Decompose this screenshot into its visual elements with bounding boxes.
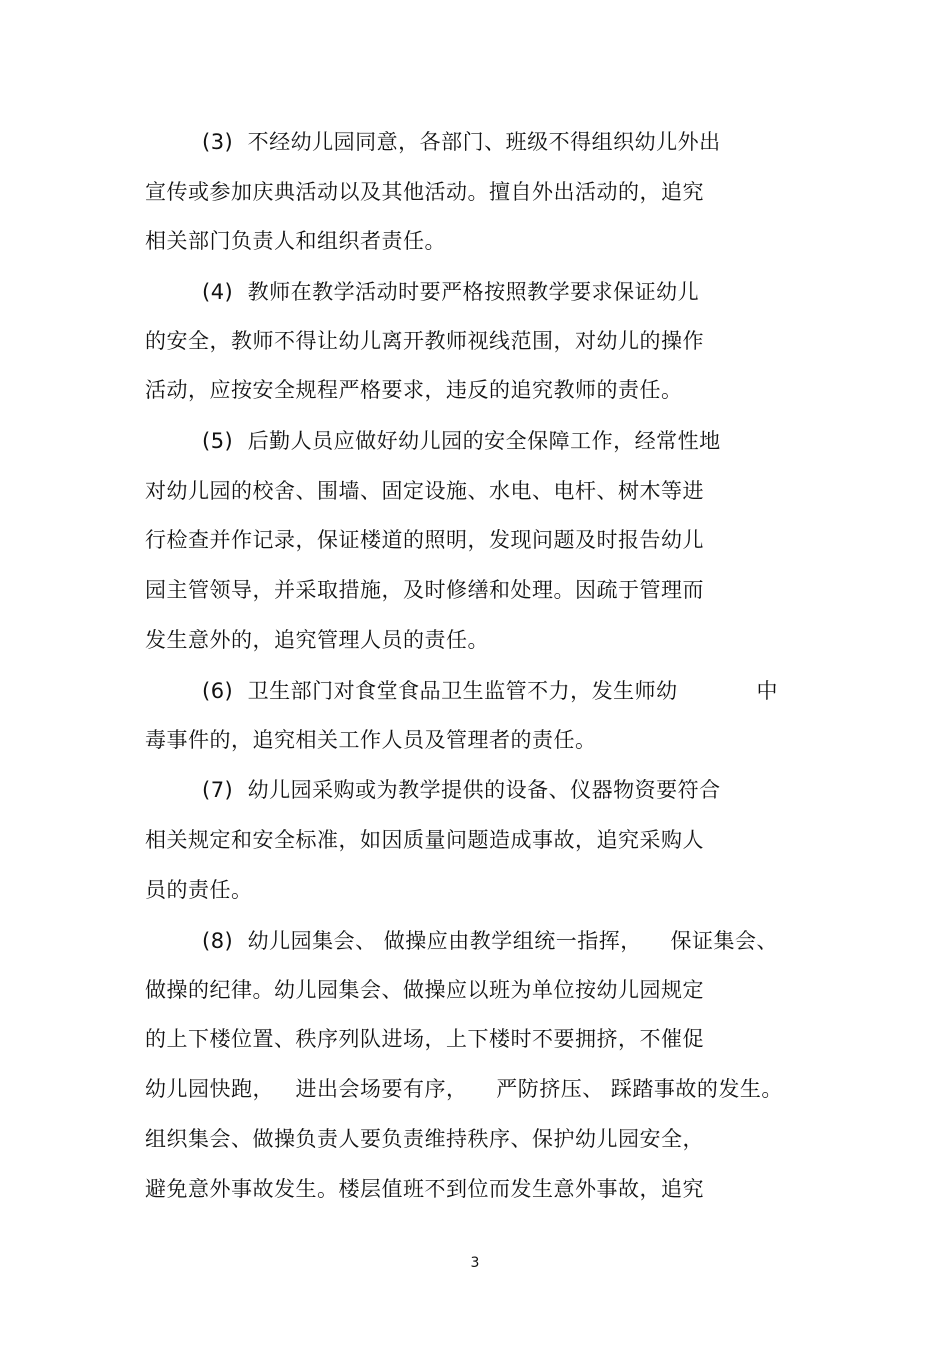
item-7-line-2: 相关规定和安全标准，如因质量问题造成事故，追究采购人 (145, 828, 704, 852)
item-7-line-3: 员的责任。 (145, 878, 253, 902)
item-3-line-3: 相关部门负责人和组织者责任。 (145, 229, 446, 253)
item-8-line-4: 幼儿园快跑， 进出会场要有序， 严防挤压、 踩踏事故的发生。 (145, 1077, 783, 1101)
item-8-line-6: 避免意外事故发生。楼层值班不到位而发生意外事故，追究 (145, 1177, 704, 1201)
item-8-line-2: 做操的纪律。幼儿园集会、做操应以班为单位按幼儿园规定 (145, 978, 704, 1002)
item-3-line-1: (3) 不经幼儿园同意，各部门、班级不得组织幼儿外出 (202, 130, 721, 154)
item-4-line-1: (4) 教师在教学活动时要严格按照教学要求保证幼儿 (202, 280, 700, 304)
item-5-line-5: 发生意外的，追究管理人员的责任。 (145, 628, 489, 652)
item-8-line-5: 组织集会、做操负责人要负责维持秩序、保护幼儿园安全， (145, 1127, 704, 1151)
item-6-line-1: (6) 卫生部门对食堂食品卫生监管不力，发生师幼 中 (202, 679, 779, 703)
item-5-line-4: 园主管领导，并采取措施，及时修缮和处理。因疏于管理而 (145, 578, 704, 602)
item-5-line-3: 行检查并作记录，保证楼道的照明，发现问题及时报告幼儿 (145, 528, 704, 552)
item-8-line-3: 的上下楼位置、秩序列队进场，上下楼时不要拥挤，不催促 (145, 1027, 704, 1051)
item-4-line-3: 活动，应按安全规程严格要求，违反的追究教师的责任。 (145, 378, 683, 402)
item-5-line-2: 对幼儿园的校舍、围墙、固定设施、水电、电杆、树木等进 (145, 479, 704, 503)
item-4-line-2: 的安全，教师不得让幼儿离开教师视线范围，对幼儿的操作 (145, 329, 704, 353)
item-7-line-1: (7) 幼儿园采购或为教学提供的设备、仪器物资要符合 (202, 778, 721, 802)
item-8-line-1: (8) 幼儿园集会、 做操应由教学组统一指挥， 保证集会、 (202, 929, 778, 953)
item-6-line-2: 毒事件的，追究相关工作人员及管理者的责任。 (145, 728, 597, 752)
page-number: 3 (470, 1255, 480, 1271)
item-3-line-2: 宣传或参加庆典活动以及其他活动。擅自外出活动的，追究 (145, 180, 704, 204)
item-5-line-1: (5) 后勤人员应做好幼儿园的安全保障工作，经常性地 (202, 429, 721, 453)
